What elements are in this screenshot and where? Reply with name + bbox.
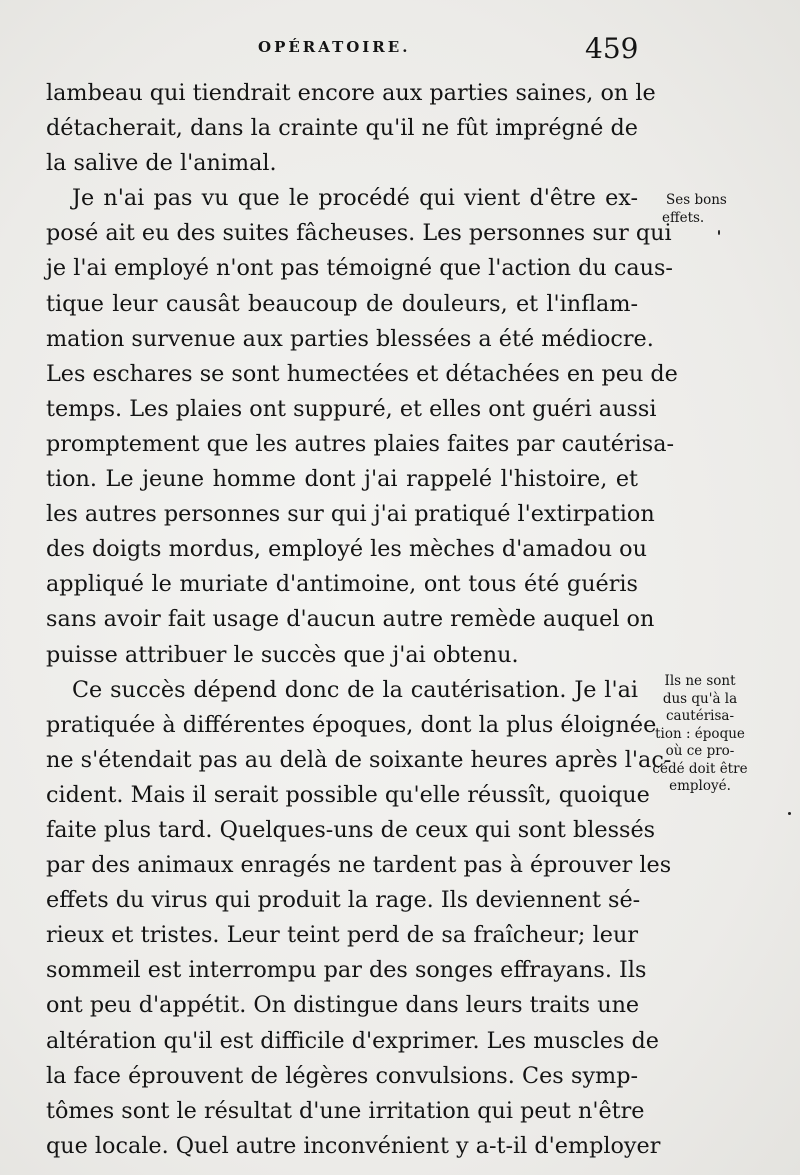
text-line: ne s'étendait pas au delà de soixante heures après l'ac- — [46, 746, 672, 773]
paragraph-start-line: Ce succès dépend donc de la cautérisation. Je l'ai — [72, 676, 638, 703]
text-line: je l'ai employé n'ont pas témoigné que l'action du caus- — [46, 255, 673, 282]
margin-note-line: dus qu'à la — [662, 690, 738, 707]
text-line: lambeau qui tiendrait encore aux parties saines, on le — [46, 80, 656, 106]
text-line: posé ait eu des suites fâcheuses. Les personnes sur qui — [46, 220, 672, 247]
margin-note-line: cautérisa- — [665, 708, 735, 724]
text-line: sommeil est interrompu par des songes effrayans. Ils — [46, 957, 647, 984]
text-line: appliqué le muriate d'antimoine, ont tous été guéris — [46, 571, 638, 598]
body-text — [46, 76, 678, 1164]
text-line: ont peu d'appétit. On distingue dans leurs traits une — [46, 992, 640, 1019]
margin-note-line: Ils ne sont — [664, 673, 736, 689]
margin-note-line: cédé doit être — [652, 760, 748, 777]
ink-speck — [788, 812, 791, 815]
text-line: que locale. Quel autre inconvénient y a-t-il d'employer — [46, 1132, 661, 1159]
text-line: par des animaux enragés ne tardent pas à éprouver les — [46, 852, 672, 879]
text-line: Les eschares se sont humectées et détachées en peu de — [46, 360, 678, 387]
margin-note-effects — [662, 192, 762, 227]
text-line: la face éprouvent de légères convulsions. Ces symp- — [46, 1062, 638, 1089]
page-number: 459 — [585, 32, 639, 65]
text-line: temps. Les plaies ont suppuré, et elles ont guéri aussi — [46, 395, 657, 422]
paragraph-start-line: Je n'ai pas vu que le procédé qui vient d'être ex- — [72, 185, 638, 212]
margin-note-line: employé. — [669, 778, 731, 794]
text-line: tion. Le jeune homme dont j'ai rappelé l'histoire, et — [46, 466, 638, 493]
margin-note-line: Ses bons — [666, 192, 727, 208]
text-line: détacherait, dans la crainte qu'il ne fût imprégné de — [46, 115, 638, 142]
text-line: cident. Mais il serait possible qu'elle réussît, quoique — [46, 781, 650, 808]
text-line: faite plus tard. Quelques-uns de ceux qui sont blessés — [46, 816, 656, 843]
text-line: les autres personnes sur qui j'ai pratiqué l'extirpation — [46, 501, 655, 528]
text-line: sans avoir fait usage d'aucun autre remède auquel on — [46, 606, 655, 633]
text-line: tique leur causât beaucoup de douleurs, et l'inflam- — [46, 290, 638, 317]
running-head: OPÉRATOIRE. — [258, 38, 411, 56]
text-line: tômes sont le résultat d'une irritation qui peut n'être — [46, 1097, 645, 1124]
ink-speck — [718, 230, 720, 235]
margin-note-line: où ce pro- — [665, 743, 735, 759]
text-line: effets du virus qui produit la rage. Ils deviennent sé- — [46, 887, 641, 914]
text-line: altération qu'il est difficile d'exprimer. Les muscles de — [46, 1027, 659, 1054]
margin-note-line: effets. — [662, 209, 705, 226]
text-line: des doigts mordus, employé les mèches d'amadou ou — [46, 536, 647, 563]
margin-note-cauterisation — [650, 673, 750, 796]
text-line: la salive de l'animal. — [46, 150, 277, 177]
text-line: promptement que les autres plaies faites par cautérisa- — [46, 430, 675, 457]
text-line: puisse attribuer le succès que j'ai obtenu. — [46, 641, 519, 668]
text-line: mation survenue aux parties blessées a été médiocre. — [46, 325, 654, 352]
text-line: pratiquée à différentes époques, dont la plus éloignée — [46, 711, 657, 738]
margin-note-line: tion : époque — [655, 725, 745, 742]
text-line: rieux et tristes. Leur teint perd de sa fraîcheur; leur — [46, 922, 638, 949]
